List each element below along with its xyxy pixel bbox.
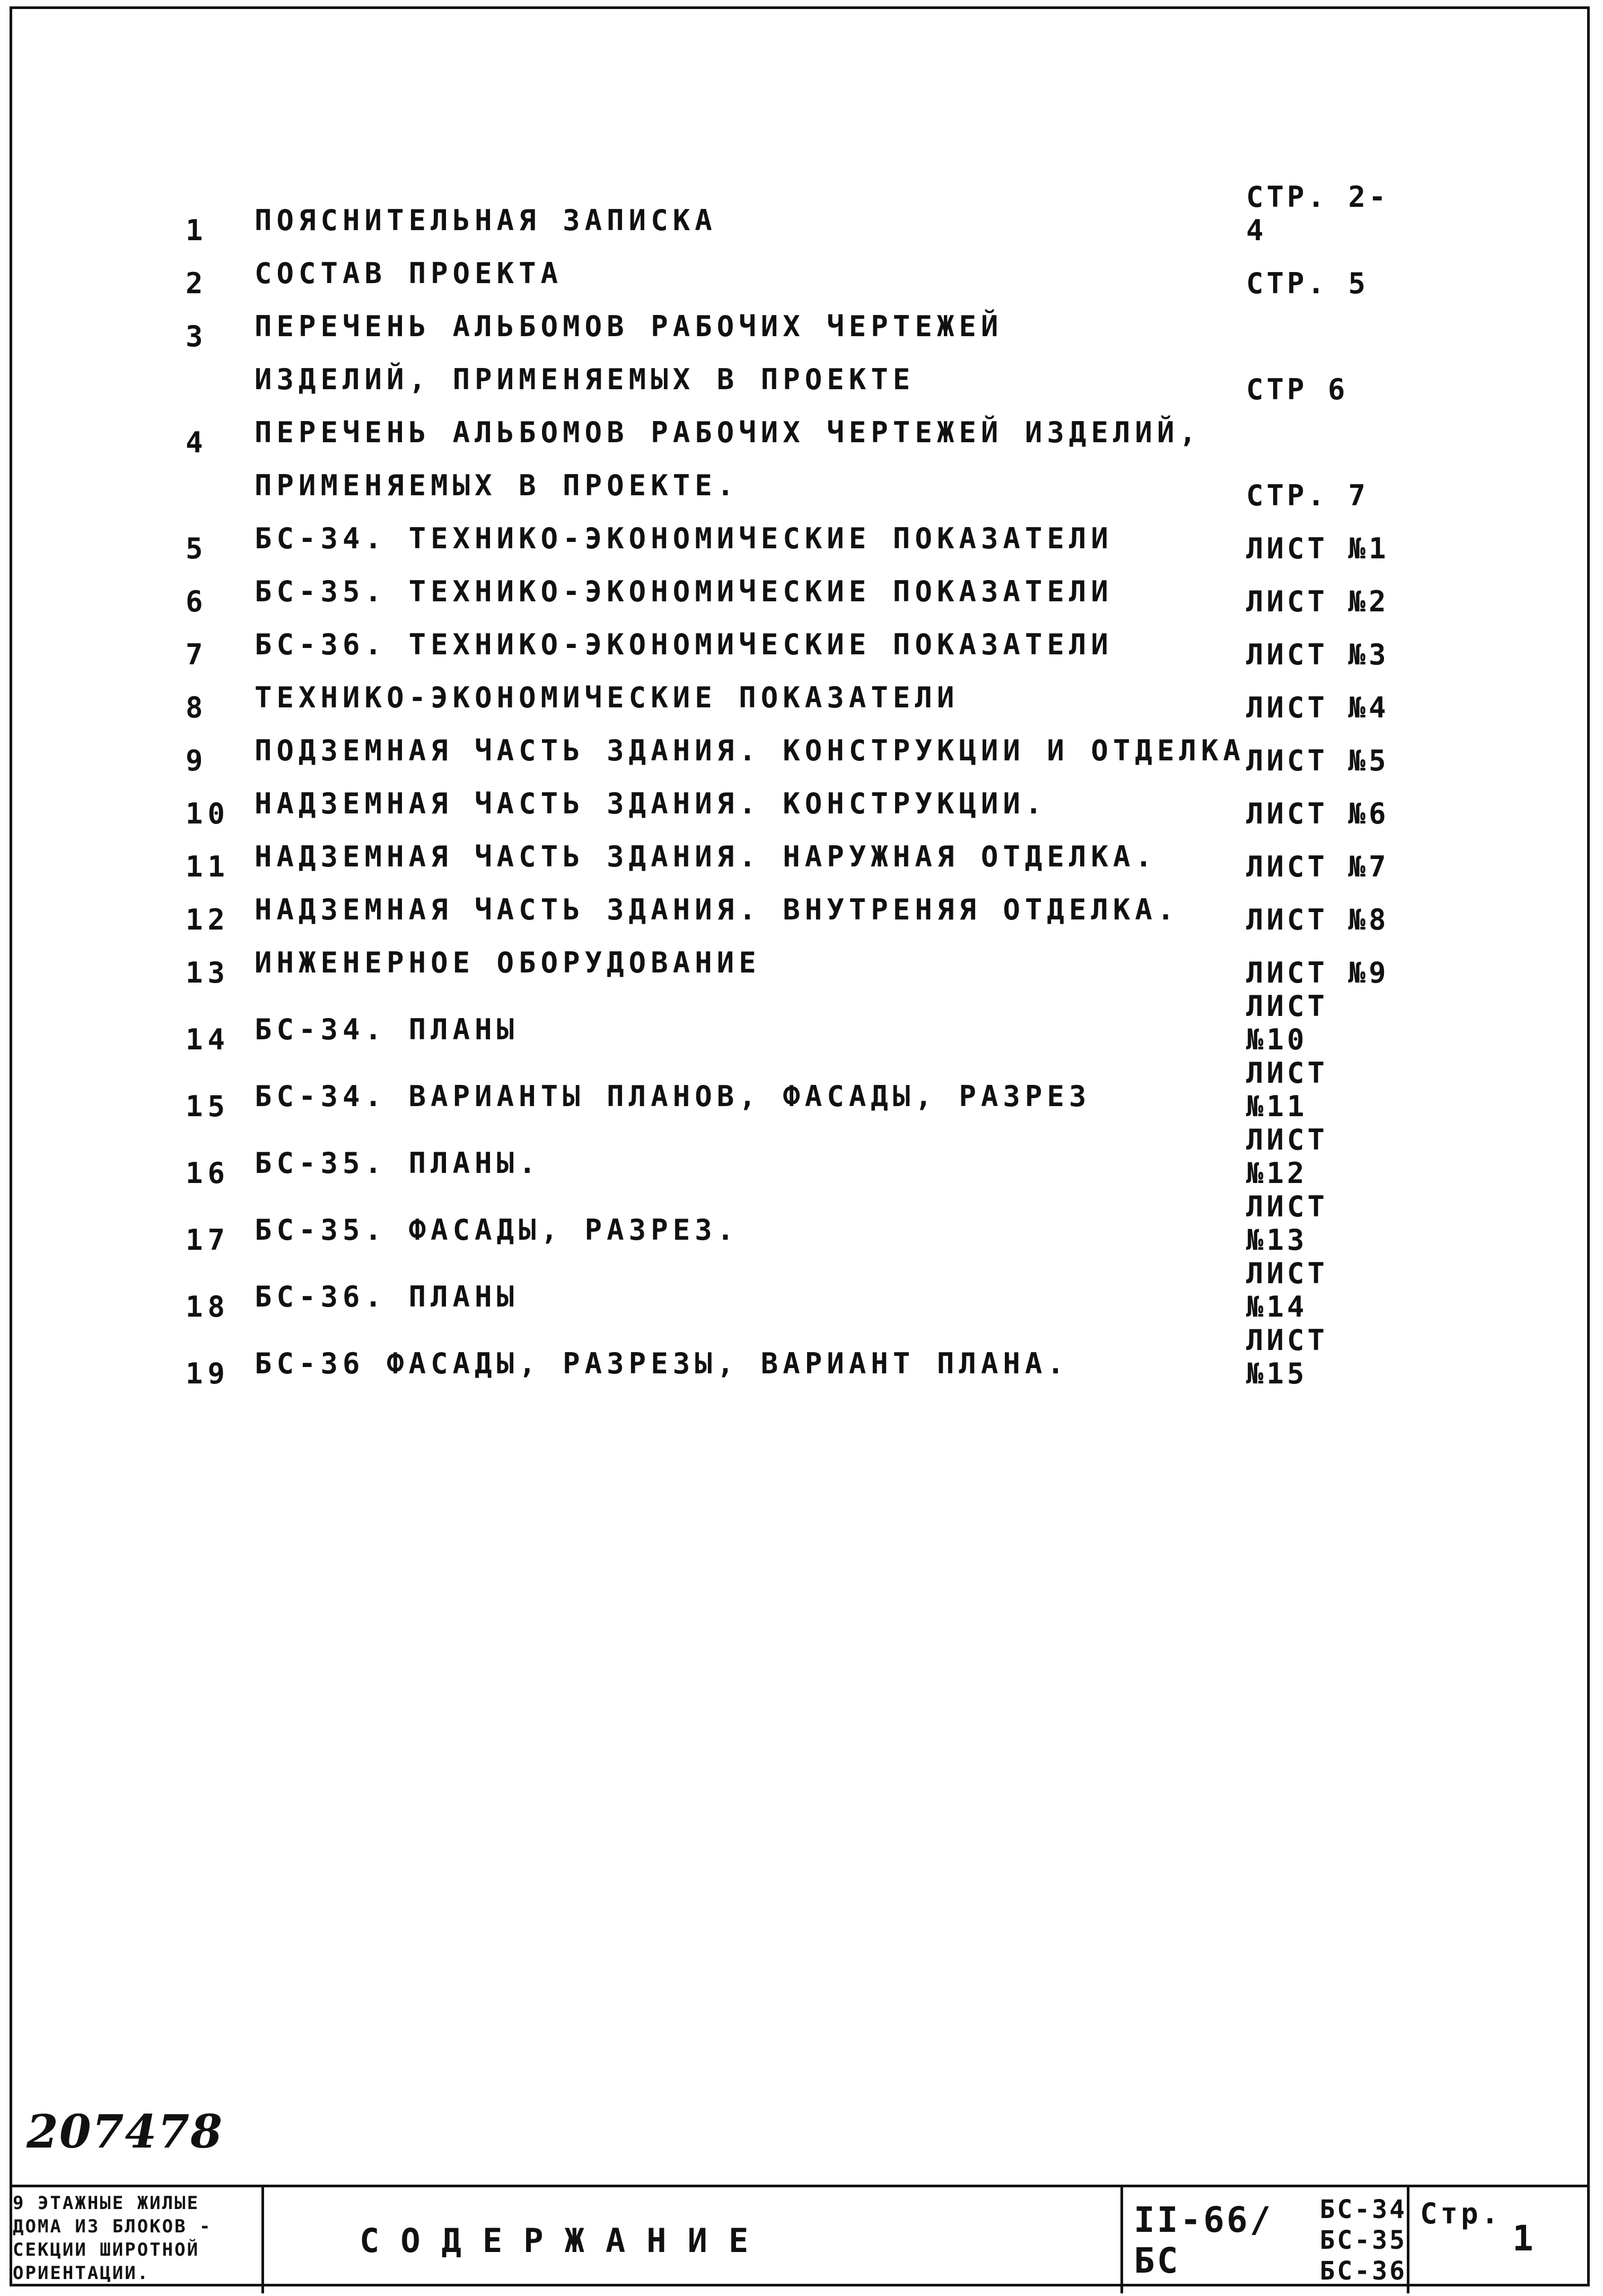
toc-item-title: СОСТАВ ПРОЕКТА xyxy=(255,257,563,290)
page-label: Стр. xyxy=(1420,2197,1502,2230)
title-block xyxy=(10,2185,1590,2293)
toc-item-title: ПЕРЕЧЕНЬ АЛЬБОМОВ РАБОЧИХ ЧЕРТЕЖЕЙ ИЗДЕЛИЙ, xyxy=(255,416,1201,449)
toc-item-number: 1 xyxy=(186,214,208,247)
toc-item-title: БС-34. ВАРИАНТЫ ПЛАНОВ, ФАСАДЫ, РАЗРЕЗ xyxy=(255,1080,1091,1113)
building-line: ОРИЕНТАЦИИ. xyxy=(13,2263,150,2284)
toc-item-page-ref: ЛИСТ №8 xyxy=(1246,903,1389,936)
toc-item-title: БС-35. ПЛАНЫ. xyxy=(255,1146,541,1180)
toc-item-title: ИЗДЕЛИЙ, ПРИМЕНЯЕМЫХ В ПРОЕКТЕ xyxy=(255,363,915,396)
toc-row xyxy=(186,300,1405,353)
toc-item-page-ref: ЛИСТ №14 xyxy=(1246,1257,1328,1324)
toc-row xyxy=(186,247,1405,300)
toc-item-title: БС-35. ТЕХНИКО-ЭКОНОМИЧЕСКИЕ ПОКАЗАТЕЛИ xyxy=(255,575,1113,608)
toc-item-page-ref: ЛИСТ №12 xyxy=(1246,1123,1328,1190)
block-code: БС-35 xyxy=(1319,2225,1407,2255)
table-of-contents xyxy=(186,180,1405,1390)
toc-item-page-ref: ЛИСТ №11 xyxy=(1246,1056,1328,1123)
toc-item-page-ref: СТР. 7 xyxy=(1246,479,1369,512)
block-codes xyxy=(1320,2194,1407,2286)
toc-item-page-ref: ЛИСТ №4 xyxy=(1246,691,1389,724)
block-code: БС-34 xyxy=(1319,2195,1407,2224)
toc-item-number: 17 xyxy=(186,1223,230,1257)
toc-item-page-ref: ЛИСТ №9 xyxy=(1246,956,1389,989)
toc-item-number: 16 xyxy=(186,1156,230,1190)
toc-item-page-ref: ЛИСТ №15 xyxy=(1246,1324,1328,1390)
toc-row xyxy=(186,512,1405,565)
toc-item-page-ref: СТР. 2-4 xyxy=(1246,180,1389,247)
building-description xyxy=(10,2187,264,2293)
toc-row xyxy=(186,883,1405,936)
toc-row xyxy=(186,1190,1405,1257)
toc-item-page-ref: ЛИСТ №2 xyxy=(1246,585,1389,618)
toc-row xyxy=(186,406,1405,459)
toc-item-number: 2 xyxy=(186,267,208,300)
toc-item-number: 18 xyxy=(186,1290,230,1324)
toc-row xyxy=(186,1123,1405,1190)
toc-item-title: ПОЯСНИТЕЛЬНАЯ ЗАПИСКА xyxy=(255,204,717,237)
toc-item-number: 15 xyxy=(186,1090,230,1123)
toc-row xyxy=(186,989,1405,1056)
building-line: СЕКЦИИ ШИРОТНОЙ xyxy=(13,2239,200,2260)
toc-item-number: 10 xyxy=(186,797,230,830)
toc-item-page-ref: ЛИСТ №13 xyxy=(1246,1190,1328,1257)
toc-item-title: НАДЗЕМНАЯ ЧАСТЬ ЗДАНИЯ. НАРУЖНАЯ ОТДЕЛКА. xyxy=(255,840,1157,873)
toc-item-number: 4 xyxy=(186,426,208,459)
page-cell xyxy=(1409,2187,1590,2293)
toc-item-number: 19 xyxy=(186,1357,230,1390)
toc-row xyxy=(186,1056,1405,1123)
toc-item-number: 14 xyxy=(186,1023,230,1056)
toc-item-number: 6 xyxy=(186,585,208,618)
toc-item-title: ПЕРЕЧЕНЬ АЛЬБОМОВ РАБОЧИХ ЧЕРТЕЖЕЙ xyxy=(255,310,1003,343)
toc-row xyxy=(186,777,1405,830)
handwritten-inventory-number: 207478 xyxy=(27,2105,224,2159)
toc-item-number: 9 xyxy=(186,744,208,777)
toc-item-number: 12 xyxy=(186,903,230,936)
building-line: 9 ЭТАЖНЫЕ ЖИЛЫЕ xyxy=(13,2193,200,2214)
series-code xyxy=(1123,2187,1409,2293)
toc-item-number: 11 xyxy=(186,850,230,883)
toc-item-title: ТЕХНИКО-ЭКОНОМИЧЕСКИЕ ПОКАЗАТЕЛИ xyxy=(255,681,959,714)
toc-item-number: 8 xyxy=(186,691,208,724)
toc-item-page-ref: ЛИСТ №6 xyxy=(1246,797,1389,830)
sheet-name: СОДЕРЖАНИЕ xyxy=(264,2187,1123,2293)
toc-item-title: БС-36. ПЛАНЫ xyxy=(255,1280,519,1313)
toc-item-number: 7 xyxy=(186,638,208,671)
toc-item-title: ПОДЗЕМНАЯ ЧАСТЬ ЗДАНИЯ. КОНСТРУКЦИИ И ОТДЕЛКА xyxy=(255,734,1245,767)
building-line: ДОМА ИЗ БЛОКОВ - xyxy=(13,2216,212,2237)
toc-item-title: НАДЗЕМНАЯ ЧАСТЬ ЗДАНИЯ. КОНСТРУКЦИИ. xyxy=(255,787,1047,820)
toc-item-page-ref: ЛИСТ №3 xyxy=(1246,638,1389,671)
toc-item-title: БС-34. ПЛАНЫ xyxy=(255,1013,519,1046)
toc-row xyxy=(186,936,1405,989)
toc-item-page-ref: СТР 6 xyxy=(1246,373,1348,406)
toc-item-title: НАДЗЕМНАЯ ЧАСТЬ ЗДАНИЯ. ВНУТРЕНЯЯ ОТДЕЛКА. xyxy=(255,893,1179,926)
page-number: 1 xyxy=(1512,2218,1537,2259)
toc-row xyxy=(186,1257,1405,1324)
toc-row xyxy=(186,724,1405,777)
toc-row xyxy=(186,671,1405,724)
toc-item-title: БС-36 ФАСАДЫ, РАЗРЕЗЫ, ВАРИАНТ ПЛАНА. xyxy=(255,1347,1069,1380)
toc-row xyxy=(186,180,1405,247)
toc-item-title: БС-36. ТЕХНИКО-ЭКОНОМИЧЕСКИЕ ПОКАЗАТЕЛИ xyxy=(255,628,1113,661)
toc-row xyxy=(186,618,1405,671)
toc-row xyxy=(186,830,1405,883)
toc-row xyxy=(186,1324,1405,1390)
toc-row xyxy=(186,353,1405,406)
toc-item-number: 3 xyxy=(186,320,208,353)
toc-item-page-ref: ЛИСТ №1 xyxy=(1246,532,1389,565)
toc-item-title: ИНЖЕНЕРНОЕ ОБОРУДОВАНИЕ xyxy=(255,946,761,979)
toc-item-title: БС-35. ФАСАДЫ, РАЗРЕЗ. xyxy=(255,1213,739,1247)
toc-item-page-ref: ЛИСТ №10 xyxy=(1246,989,1328,1056)
toc-item-number: 5 xyxy=(186,532,208,565)
toc-row xyxy=(186,459,1405,512)
toc-row xyxy=(186,565,1405,618)
toc-item-title: БС-34. ТЕХНИКО-ЭКОНОМИЧЕСКИЕ ПОКАЗАТЕЛИ xyxy=(255,522,1113,555)
series-label: II-66/БС xyxy=(1134,2199,1273,2281)
toc-item-page-ref: ЛИСТ №5 xyxy=(1246,744,1389,777)
toc-item-page-ref: ЛИСТ №7 xyxy=(1246,850,1389,883)
block-code: БС-36 xyxy=(1319,2256,1407,2286)
toc-item-title: ПРИМЕНЯЕМЫХ В ПРОЕКТЕ. xyxy=(255,469,739,502)
toc-item-page-ref: СТР. 5 xyxy=(1246,267,1369,300)
toc-item-number: 13 xyxy=(186,956,230,989)
